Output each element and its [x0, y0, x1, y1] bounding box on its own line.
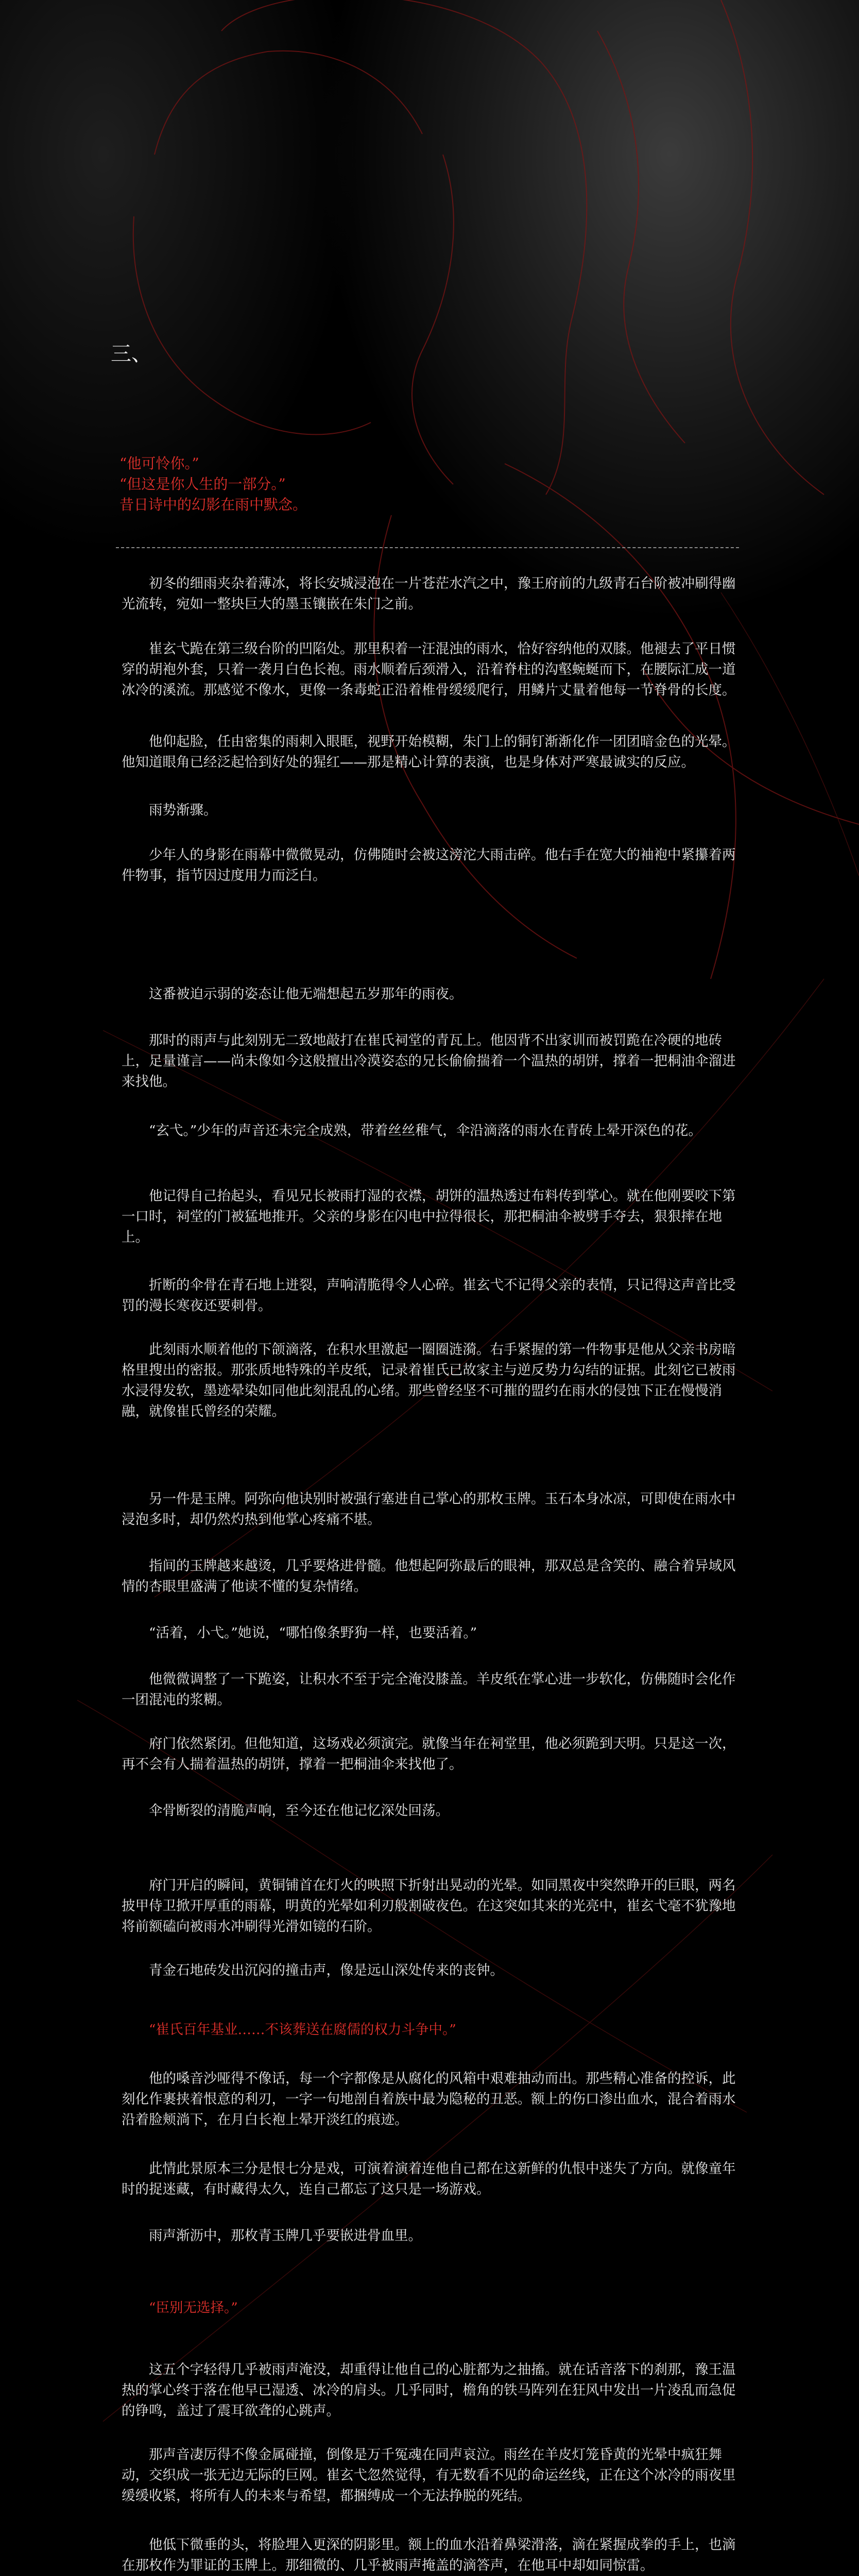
paragraph: 这番被迫示弱的姿态让他无端想起五岁那年的雨夜。 [149, 986, 463, 1002]
paragraph: 他记得自己抬起头，看见兄长被雨打湿的衣襟，胡饼的温热透过布料传到掌心。就在他刚要咬下第一口时，祠堂的门被猛地推开。父亲的身影在闪电中拉得很长，那把桐油伞被劈手夺去，狠狠摔在地上。 [122, 1188, 736, 1245]
paragraph: 这五个字轻得几乎被雨声淹没，却重得让他自己的心脏都为之抽搐。就在话音落下的刹那，豫王温热的掌心终于落在他早已湿透、冰冷的肩头。几乎同时，檐角的铁马阵列在狂风中发出一片凌乱而急促的铮鸣，盖过了震耳欲聋的心跳声。 [122, 2362, 736, 2419]
paragraph: 那声音凄厉得不像金属碰撞，倒像是万千冤魂在同声哀泣。雨丝在羊皮灯笼昏黄的光晕中疯狂舞动，交织成一张无边无际的巨网。崔玄弋忽然觉得，有无数看不见的命运丝线，正在这个冰冷的雨夜里缓缓收紧，将所有人的未来与希望，都捆缚成一个无法挣脱的死结。 [122, 2447, 736, 2504]
paragraph: 另一件是玉牌。阿弥向他诀别时被强行塞进自己掌心的那枚玉牌。玉石本身冰凉，可即使在雨水中浸泡多时，却仍然灼热到他掌心疼痛不堪。 [122, 1491, 736, 1528]
paragraph: 指间的玉牌越来越烫，几乎要烙进骨髓。他想起阿弥最后的眼神，那双总是含笑的、融合着异域风情的杏眼里盛满了他读不懂的复杂情绪。 [122, 1558, 736, 1595]
epigraph-line: “但这是你人生的一部分。” [119, 476, 286, 493]
chapter-heading: 三、 [111, 342, 152, 366]
paragraph: 折断的伞骨在青石地上迸裂，声响清脆得令人心碎。崔玄弋不记得父亲的表情，只记得这声音比受罚的漫长寒夜还要刺骨。 [122, 1277, 736, 1314]
epigraph [119, 453, 307, 515]
paragraph: 那时的雨声与此刻别无二致地敲打在崔氏祠堂的青瓦上。他因背不出家训而被罚跪在冷硬的地砖上，足量谨言——尚未像如今这般擅出冷漠姿态的兄长偷偷揣着一个温热的胡饼，撑着一把桐油伞溜进来找他。 [122, 1032, 736, 1090]
paragraph: 崔玄弋跪在第三级台阶的凹陷处。那里积着一汪混浊的雨水，恰好容纳他的双膝。他褪去了平日惯穿的胡袍外套，只着一袭月白色长袍。雨水顺着后颈滑入，沿着脊柱的沟壑蜿蜒而下，在腰际汇成一道冰冷的溪流。那感觉不像水，更像一条毒蛇正沿着椎骨缓缓爬行，用鳞片丈量着他每一节脊骨的长度。 [122, 641, 736, 698]
paragraph: 雨势渐骤。 [149, 802, 217, 818]
paragraph: 雨声渐沥中，那枚青玉牌几乎要嵌进骨血里。 [149, 2228, 422, 2244]
paragraph: 初冬的细雨夹杂着薄冰，将长安城浸泡在一片苍茫水汽之中，豫王府前的九级青石台阶被冲刷得幽光流转，宛如一整块巨大的墨玉镶嵌在朱门之前。 [122, 575, 736, 612]
paragraph: “玄弋。”少年的声音还未完全成熟，带着丝丝稚气，伞沿滴落的雨水在青砖上晕开深色的花。 [149, 1123, 702, 1139]
dialogue-red: “臣别无选择。” [149, 2300, 238, 2316]
paragraph: 他低下微垂的头，将脸埋入更深的阴影里。额上的血水沿着鼻梁滑落，滴在紧握成拳的手上，也滴在那枚作为罪证的玉牌上。那细微的、几乎被雨声掩盖的滴答声，在他耳中却如同惊雷。 [122, 2537, 736, 2573]
paragraph: 青金石地砖发出沉闷的撞击声，像是远山深处传来的丧钟。 [149, 1962, 504, 1978]
paragraph: 府门依然紧闭。但他知道，这场戏必须演完。就像当年在祠堂里，他必须跪到天明。只是这一次，再不会有人揣着温热的胡饼，撑着一把桐油伞来找他了。 [122, 1736, 736, 1772]
paragraph: 他微微调整了一下跪姿，让积水不至于完全淹没膝盖。羊皮纸在掌心进一步软化，仿佛随时会化作一团混沌的浆糊。 [122, 1671, 736, 1708]
paragraph: 他仰起脸，任由密集的雨刺入眼眶，视野开始模糊，朱门上的铜钉渐渐化作一团团暗金色的光晕。他知道眼角已经泛起恰到好处的猩红——那是精心计算的表演，也是身体对严寒最诚实的反应。 [122, 734, 736, 770]
paragraph: 他的嗓音沙哑得不像话，每一个字都像是从腐化的风箱中艰难抽动而出。那些精心准备的控诉，此刻化作裹挟着恨意的利刃，一字一句地剖自着族中最为隐秘的丑恶。额上的伤口渗出血水，混合着雨水沿着脸颊淌下，在月白长袍上晕开淡红的痕迹。 [122, 2071, 736, 2128]
epigraph-line: “他可怜你。” [119, 455, 199, 472]
paragraph: 府门开启的瞬间，黄铜铺首在灯火的映照下折射出晃动的光晕。如同黑夜中突然睁开的巨眼，两名披甲侍卫掀开厚重的雨幕，明黄的光晕如利刃般割破夜色。在这突如其来的光亮中，崔玄弋毫不犹豫地将前额磕向被雨水冲刷得光滑如镜的石阶。 [122, 1877, 736, 1935]
paragraph: 此刻雨水顺着他的下颌滴落，在积水里激起一圈圈涟漪。右手紧握的第一件物事是他从父亲书房暗格里搜出的密报。那张质地特殊的羊皮纸，记录着崔氏已故家主与逆反势力勾结的证据。此刻它已被雨水浸得发软，墨迹晕染如同他此刻混乱的心绪。那些曾经坚不可摧的盟约在雨水的侵蚀下正在慢慢消融，就像崔氏曾经的荣耀。 [122, 1342, 736, 1419]
paragraph: 少年人的身影在雨幕中微微晃动，仿佛随时会被这滂沱大雨击碎。他右手在宽大的袖袍中紧攥着两件物事，指节因过度用力而泛白。 [122, 847, 736, 884]
paragraph: 此情此景原本三分是恨七分是戏，可演着演着连他自己都在这新鲜的仇恨中迷失了方向。就像童年时的捉迷藏，有时藏得太久，连自己都忘了这只是一场游戏。 [122, 2161, 736, 2197]
paragraph: 伞骨断裂的清脆声响，至今还在他记忆深处回荡。 [149, 1803, 449, 1819]
section-divider [116, 547, 739, 548]
dialogue-red: “崔氏百年基业……不该葬送在腐儒的权力斗争中。” [149, 2022, 456, 2038]
paragraph: “活着，小弋。”她说，“哪怕像条野狗一样，也要活着。” [149, 1625, 477, 1641]
epigraph-line: 昔日诗中的幻影在雨中默念。 [119, 496, 307, 513]
